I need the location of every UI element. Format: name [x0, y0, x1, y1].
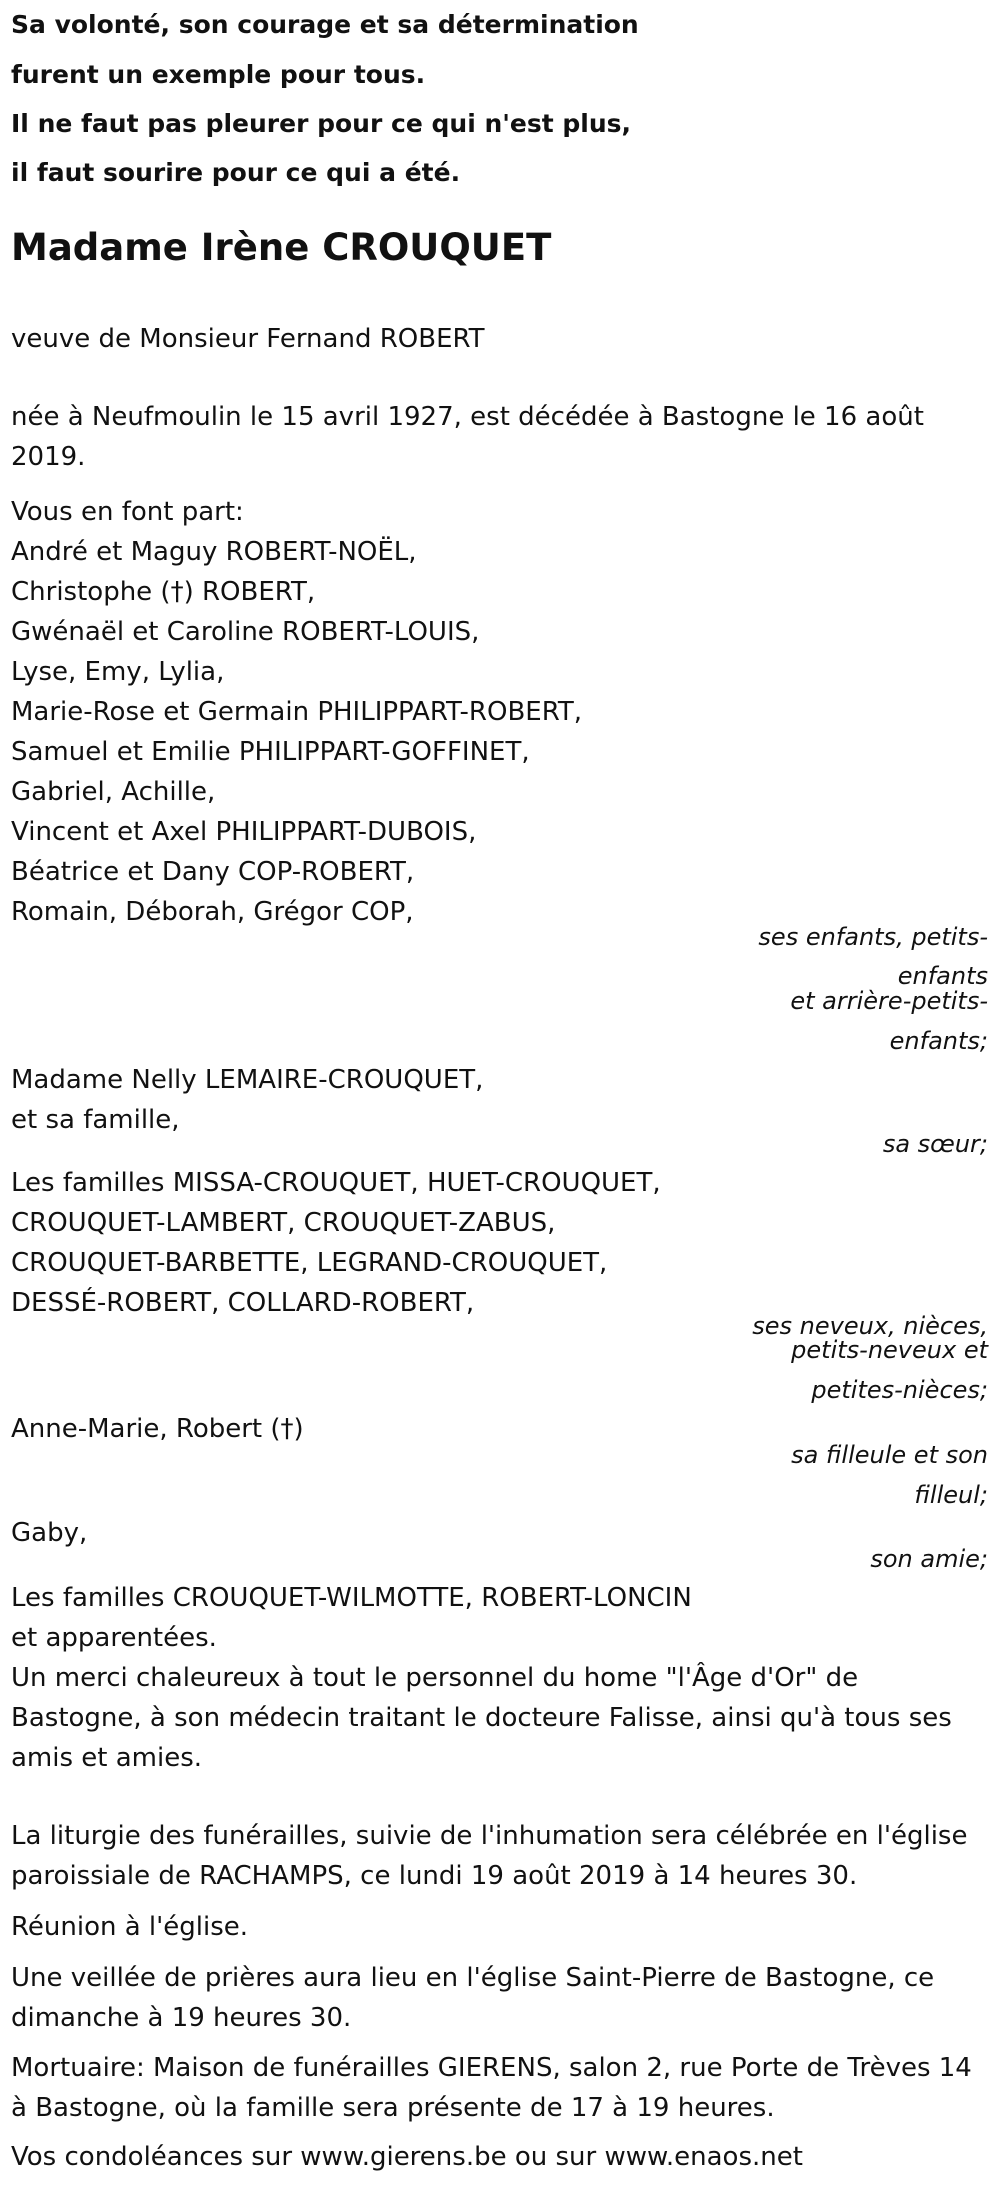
relationship-label: petits-neveux et: [791, 1336, 988, 1364]
family-member: André et Maguy ROBERT-NOËL,: [11, 537, 417, 567]
family-member: Gabriel, Achille,: [11, 777, 216, 807]
family-member: Vincent et Axel PHILIPPART-DUBOIS,: [11, 817, 477, 847]
family-member: Lyse, Emy, Lylia,: [11, 657, 225, 687]
family-member: Christophe (†) ROBERT,: [11, 577, 316, 607]
birth-death-line: 2019.: [11, 442, 86, 472]
families-line: DESSÉ-ROBERT, COLLARD-ROBERT,: [11, 1288, 475, 1318]
liturgy-line: paroissiale de RACHAMPS, ce lundi 19 août 2019 à 14 heures 30.: [11, 1861, 858, 1891]
thanks-line: Un merci chaleureux à tout le personnel du home "l'Âge d'Or" de: [11, 1663, 859, 1693]
vigil-line: dimanche à 19 heures 30.: [11, 2003, 352, 2033]
family-member: Gwénaël et Caroline ROBERT-LOUIS,: [11, 617, 480, 647]
friend-line: Gaby,: [11, 1518, 88, 1548]
sister-line: Madame Nelly LEMAIRE-CROUQUET,: [11, 1065, 484, 1095]
family-member: Samuel et Emilie PHILIPPART-GOFFINET,: [11, 737, 530, 767]
relationship-label: enfants: [897, 962, 988, 990]
vigil-line: Une veillée de prières aura lieu en l'église Saint-Pierre de Bastogne, ce: [11, 1963, 935, 1993]
poem-line: Sa volonté, son courage et sa détermination: [11, 10, 639, 39]
families-line: CROUQUET-LAMBERT, CROUQUET-ZABUS,: [11, 1208, 556, 1238]
relationship-label: enfants;: [889, 1027, 988, 1055]
relationship-label: petites-nièces;: [811, 1376, 988, 1404]
relationship-label: et arrière-petits-: [790, 987, 988, 1015]
poem-line: Il ne faut pas pleurer pour ce qui n'est plus,: [11, 109, 632, 138]
thanks-line: amis et amies.: [11, 1743, 203, 1773]
mortuary-line: à Bastogne, où la famille sera présente de 17 à 19 heures.: [11, 2093, 775, 2123]
meeting-line: Réunion à l'église.: [11, 1912, 249, 1942]
godchildren-line: Anne-Marie, Robert (†): [11, 1414, 304, 1444]
related-families-line: et apparentées.: [11, 1623, 217, 1653]
relationship-label: ses neveux, nièces,: [752, 1312, 988, 1340]
relationship-label: son amie;: [870, 1545, 988, 1573]
thanks-line: Bastogne, à son médecin traitant le docteure Falisse, ainsi qu'à tous ses: [11, 1703, 952, 1733]
relationship-label: sa sœur;: [882, 1130, 988, 1158]
condolences-line: Vos condoléances sur www.gierens.be ou sur www.enaos.net: [11, 2142, 803, 2172]
sister-line: et sa famille,: [11, 1105, 180, 1135]
poem-line: il faut sourire pour ce qui a été.: [11, 158, 461, 187]
relationship-label: filleul;: [914, 1481, 988, 1509]
poem-line: furent un exemple pour tous.: [11, 60, 426, 89]
birth-death-line: née à Neufmoulin le 15 avril 1927, est décédée à Bastogne le 16 août: [11, 402, 924, 432]
family-member: Marie-Rose et Germain PHILIPPART-ROBERT,: [11, 697, 583, 727]
announce-line: Vous en font part:: [11, 497, 244, 527]
liturgy-line: La liturgie des funérailles, suivie de l'inhumation sera célébrée en l'église: [11, 1821, 968, 1851]
relationship-label: sa filleule et son: [791, 1441, 988, 1469]
mortuary-line: Mortuaire: Maison de funérailles GIERENS, salon 2, rue Porte de Trèves 14: [11, 2053, 972, 2083]
relationship-label: ses enfants, petits-: [758, 923, 988, 951]
families-line: Les familles MISSA-CROUQUET, HUET-CROUQUET,: [11, 1168, 661, 1198]
family-member: Béatrice et Dany COP-ROBERT,: [11, 857, 415, 887]
families-line: CROUQUET-BARBETTE, LEGRAND-CROUQUET,: [11, 1248, 608, 1278]
widow-line: veuve de Monsieur Fernand ROBERT: [11, 324, 485, 354]
family-member: Romain, Déborah, Grégor COP,: [11, 897, 414, 927]
related-families-line: Les familles CROUQUET-WILMOTTE, ROBERT-LONCIN: [11, 1583, 692, 1613]
deceased-name: Madame Irène CROUQUET: [11, 226, 552, 269]
